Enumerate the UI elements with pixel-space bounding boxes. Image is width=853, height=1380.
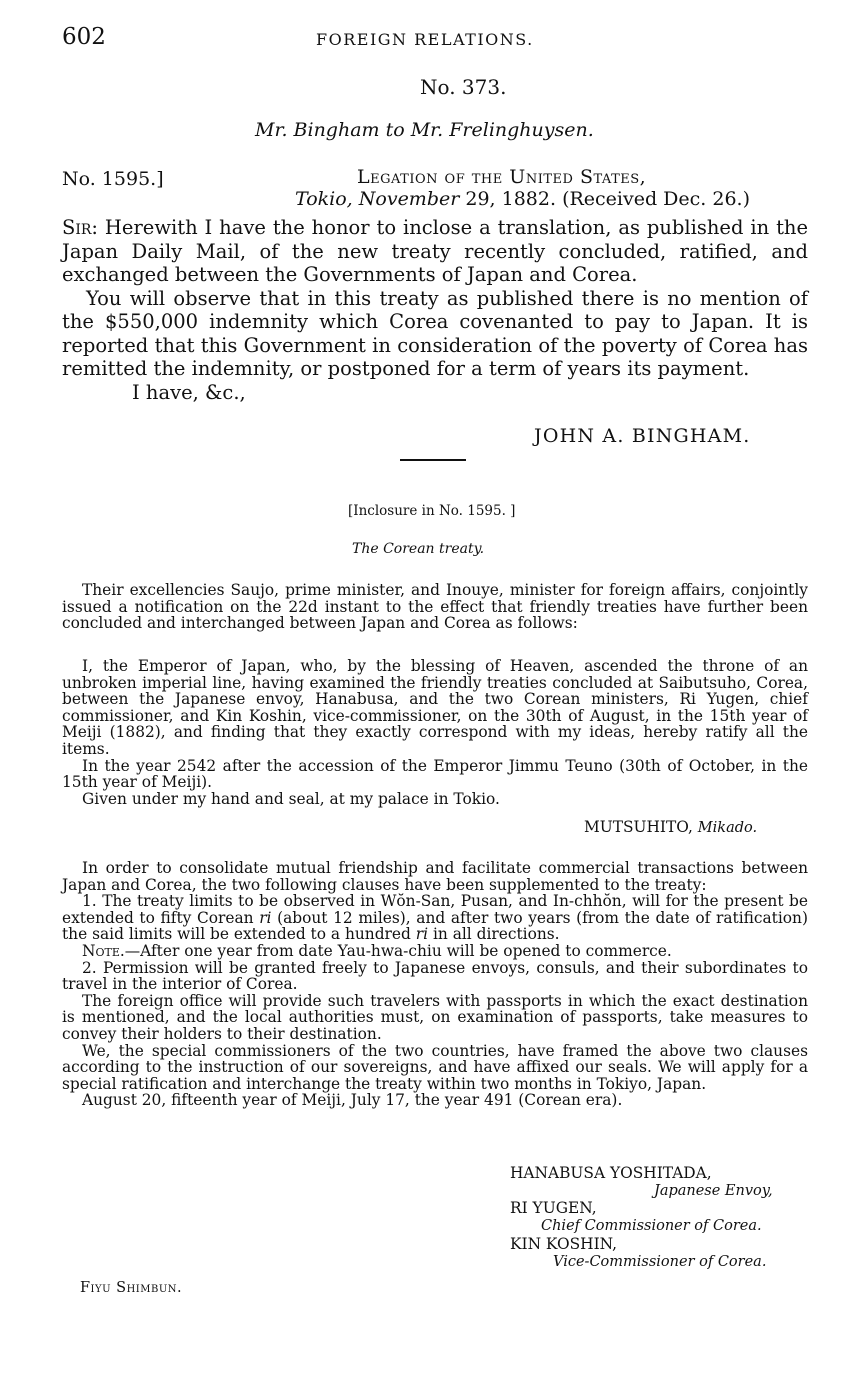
dispatch-number: No. 1595.]: [62, 168, 164, 190]
document-number: No. 373.: [420, 75, 507, 99]
note-text: —After one year from date Yau-hwa-chiu will be opened to commerce.: [124, 941, 672, 960]
clause-paragraph: August 20, fifteenth year of Meiji, July 17, the year 491 (Corean era).: [82, 1091, 623, 1110]
proclamation-paragraph: In the year 2542 after the accession of the Emperor Jimmu Teuno (30th of October, in the 15th year of Meiji).: [62, 756, 808, 792]
letter-paragraph-text: Herewith I have the honor to inclose a translation, as published in the Japan Daily Mail, of the new treaty recently concluded, ratified, and exchanged between the Governments of Japan and Corea.: [62, 216, 808, 286]
signatory-title: Chief Commissioner of Corea.: [541, 1218, 762, 1234]
inclosure-title: The Corean treaty.: [352, 541, 485, 557]
salutation: Sir:: [62, 216, 98, 239]
inclosure-caption: [Inclosure in No. 1595. ]: [348, 503, 516, 519]
clause-paragraph: In order to consolidate mutual friendship and facilitate commercial transactions between Japan and Corea, the two following clauses have been supplemented to the treaty:: [62, 859, 808, 894]
letter-paragraph: [62, 216, 808, 287]
note-paragraph: [62, 943, 808, 960]
clause-paragraph: 2. Permission will be granted freely to Japanese envoys, consuls, and their subordinates to travel in the interior of Corea.: [62, 958, 808, 994]
signatory-title: Vice-Commissioner of Corea.: [553, 1254, 767, 1270]
dateline-month: November: [358, 188, 460, 210]
clause-paragraph: We, the special commissioners of the two countries, have framed the above two clauses according to the instruction of our sovereigns, and have affixed our seals. We will apply for a special ratification and interchange the treaty within two months in Tokiyo, Japan.: [62, 1041, 808, 1093]
letter-paragraph: You will observe that in this treaty as published there is no mention of the $550,000 indemnity which Corea covenanted to pay to Japan. It is reported that this Government in consideration of the poverty of Corea has remitted the indemnity, or postponed for a term of years its payment.: [62, 286, 808, 380]
running-head: FOREIGN RELATIONS.: [316, 30, 534, 49]
signatory-name: RI YUGEN,: [510, 1199, 597, 1217]
mikado-title: Mikado.: [697, 820, 758, 836]
note-label: Note.: [82, 941, 125, 960]
signatory-name: KIN KOSHIN,: [510, 1235, 618, 1253]
letter-closing: I have, &c.,: [132, 380, 246, 404]
dateline-place: Tokio,: [295, 188, 353, 210]
imperial-proclamation: [62, 658, 808, 807]
clause-paragraph: [62, 893, 808, 943]
proclamation-paragraph: I, the Emperor of Japan, who, by the blessing of Heaven, ascended the throne of an unbroken imperial line, having examined the friendly treaties concluded at Saibutsuho, Corea, between the Japanese envoy, Hanabusa, and the two Corean ministers, Ri Yugen, chief commissioner, and Kin Koshin, vice-commissioner, on the 30th of August, in the 15th year of Meiji (1882), and finding that they exactly correspond with my ideas, hereby ratify all the items.: [62, 657, 808, 758]
source-attribution: Fiyu Shimbun.: [80, 1280, 183, 1296]
unit-ri: ri: [259, 908, 272, 927]
proclamation-paragraph: Given under my hand and seal, at my palace in Tokio.: [82, 789, 500, 808]
intro-paragraph: Their excellencies Saujo, prime minister, and Inouye, minister for foreign affairs, conjointly issued a notification on the 22d instant to the effect that friendly treaties have further been concluded and interchanged between Japan and Corea as follows:: [62, 581, 808, 633]
page-number: 602: [62, 24, 106, 50]
section-divider: [400, 459, 466, 461]
mikado-signature: [584, 818, 757, 836]
clause-paragraph: The foreign office will provide such travelers with passports in which the exact destination is mentioned, and the local authorities must, on examination of passports, take measures to convey their holders to their destination.: [62, 991, 808, 1043]
document-heading: Mr. Bingham to Mr. Frelinghuysen.: [255, 119, 594, 141]
supplementary-clauses: [62, 860, 808, 1109]
dateline: [295, 188, 750, 210]
unit-ri: ri: [415, 925, 429, 944]
letter-signature: JOHN A. BINGHAM.: [534, 425, 751, 447]
signatory-title: Japanese Envoy,: [654, 1183, 773, 1199]
letter-body: [62, 216, 808, 404]
mikado-name: MUTSUHITO,: [584, 818, 693, 836]
inclosure-intro: [62, 582, 808, 632]
legation-address: Legation of the United States,: [357, 166, 647, 188]
clause-text: in all directions.: [432, 925, 560, 944]
signatory-name: HANABUSA YOSHITADA,: [510, 1164, 712, 1182]
clause-text: (about 12 miles), and after two years (from the date of ratification) the said limits will be extended to a hundred: [62, 908, 808, 944]
clause-text: 1. The treaty limits to be observed in Wŏn-San, Pusan, and In-chhŏn, will for the present be extended to fifty Corean: [62, 892, 808, 927]
dateline-rest: 29, 1882. (Received Dec. 26.): [465, 188, 750, 210]
